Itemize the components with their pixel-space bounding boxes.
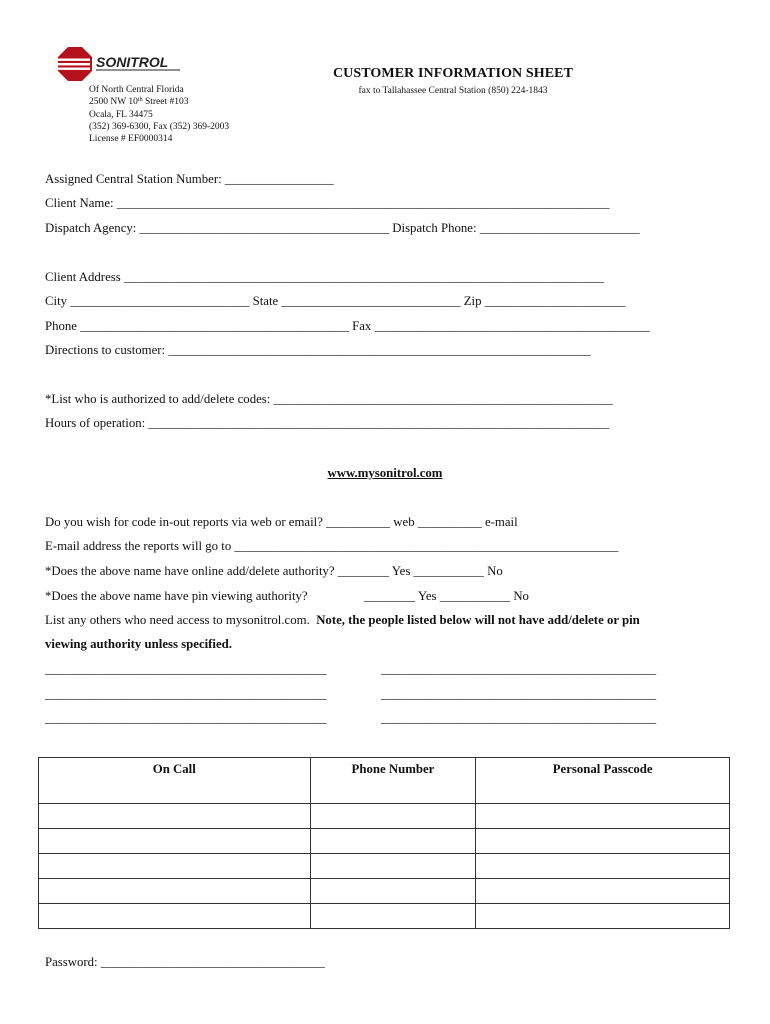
table-row	[39, 829, 730, 854]
title-block	[270, 66, 636, 96]
table-row	[39, 879, 730, 904]
phone-cell[interactable]	[310, 829, 476, 854]
on-call-cell[interactable]	[39, 904, 311, 929]
on-call-cell[interactable]	[39, 854, 311, 879]
hours-field[interactable]: Hours of operation: ________________________________________________________________________	[45, 416, 610, 430]
others-access-note: viewing authority unless specified.	[45, 637, 232, 651]
phone-cell[interactable]	[310, 804, 476, 829]
table-row	[39, 804, 730, 829]
phone-cell[interactable]	[310, 904, 476, 929]
company-license: License # EF0000314	[89, 134, 173, 145]
fax-note: fax to Tallahassee Central Station (850) 224-1843	[358, 86, 548, 96]
company-street: 2500 NW 10th Street #103	[89, 97, 189, 108]
on-call-cell[interactable]	[39, 804, 311, 829]
passcode-cell[interactable]	[476, 879, 730, 904]
reports-method-field[interactable]: Do you wish for code in-out reports via web or email? __________ web __________ e-mail	[45, 515, 518, 529]
on-call-cell[interactable]	[39, 879, 311, 904]
access-email-blank[interactable]: ___________________________________________	[381, 711, 657, 725]
dispatch-field[interactable]: Dispatch Agency: _______________________________________ Dispatch Phone: _________________________	[45, 221, 640, 235]
access-name-blank[interactable]: ____________________________________________	[45, 711, 327, 725]
password-field[interactable]: Password: ___________________________________	[45, 955, 325, 969]
on-call-cell[interactable]	[39, 829, 311, 854]
online-authority-field[interactable]: *Does the above name have online add/delete authority? ________ Yes ___________ No	[45, 564, 503, 578]
phone-fax-field[interactable]: Phone __________________________________________ Fax ___________________________________________	[45, 319, 650, 333]
central-station-field[interactable]: Assigned Central Station Number: _________________	[45, 172, 334, 186]
client-name-field[interactable]: Client Name: _____________________________________________________________________________	[45, 196, 610, 210]
on-call-header: On Call	[39, 758, 311, 804]
access-name-blank[interactable]: ____________________________________________	[45, 662, 327, 676]
passcode-cell[interactable]	[476, 904, 730, 929]
passcode-cell[interactable]	[476, 829, 730, 854]
city-state-zip-field[interactable]: City ____________________________ State ____________________________ Zip ______________________	[45, 294, 626, 308]
phone-cell[interactable]	[310, 879, 476, 904]
access-email-blank[interactable]: ___________________________________________	[381, 687, 657, 701]
pin-authority-field[interactable]: ________ Yes ___________ No	[364, 589, 529, 603]
oncall-table	[38, 757, 730, 929]
sonitrol-logo	[46, 46, 186, 82]
svg-text:SONITROL: SONITROL	[96, 54, 169, 70]
authorized-codes-field[interactable]: *List who is authorized to add/delete codes: _____________________________________________________	[45, 392, 613, 406]
website-link[interactable]: www.mysonitrol.com	[327, 466, 443, 480]
table-row	[39, 904, 730, 929]
reports-email-field[interactable]: E-mail address the reports will go to ____________________________________________________________	[45, 539, 619, 553]
access-name-blank[interactable]: ____________________________________________	[45, 687, 327, 701]
passcode-cell[interactable]	[476, 854, 730, 879]
others-access-text: List any others who need access to mysonitrol.com. Note, the people listed below will not have add/delete or pin	[45, 613, 640, 627]
table-row	[39, 854, 730, 879]
passcode-header: Personal Passcode	[476, 758, 730, 804]
pin-authority-question: *Does the above name have pin viewing authority?	[45, 589, 308, 603]
company-info	[89, 84, 229, 145]
phone-number-header: Phone Number	[310, 758, 476, 804]
access-email-blank[interactable]: ___________________________________________	[381, 662, 657, 676]
table-header-row	[39, 758, 730, 804]
passcode-cell[interactable]	[476, 804, 730, 829]
page-title: CUSTOMER INFORMATION SHEET	[332, 66, 574, 81]
directions-field[interactable]: Directions to customer: __________________________________________________________________	[45, 343, 591, 357]
company-phone: (352) 369-6300, Fax (352) 369-2003	[89, 121, 230, 132]
client-address-field[interactable]: Client Address ___________________________________________________________________________	[45, 270, 604, 284]
company-region: Of North Central Florida	[89, 85, 184, 95]
phone-cell[interactable]	[310, 854, 476, 879]
company-city: Ocala, FL 34475	[89, 109, 153, 120]
